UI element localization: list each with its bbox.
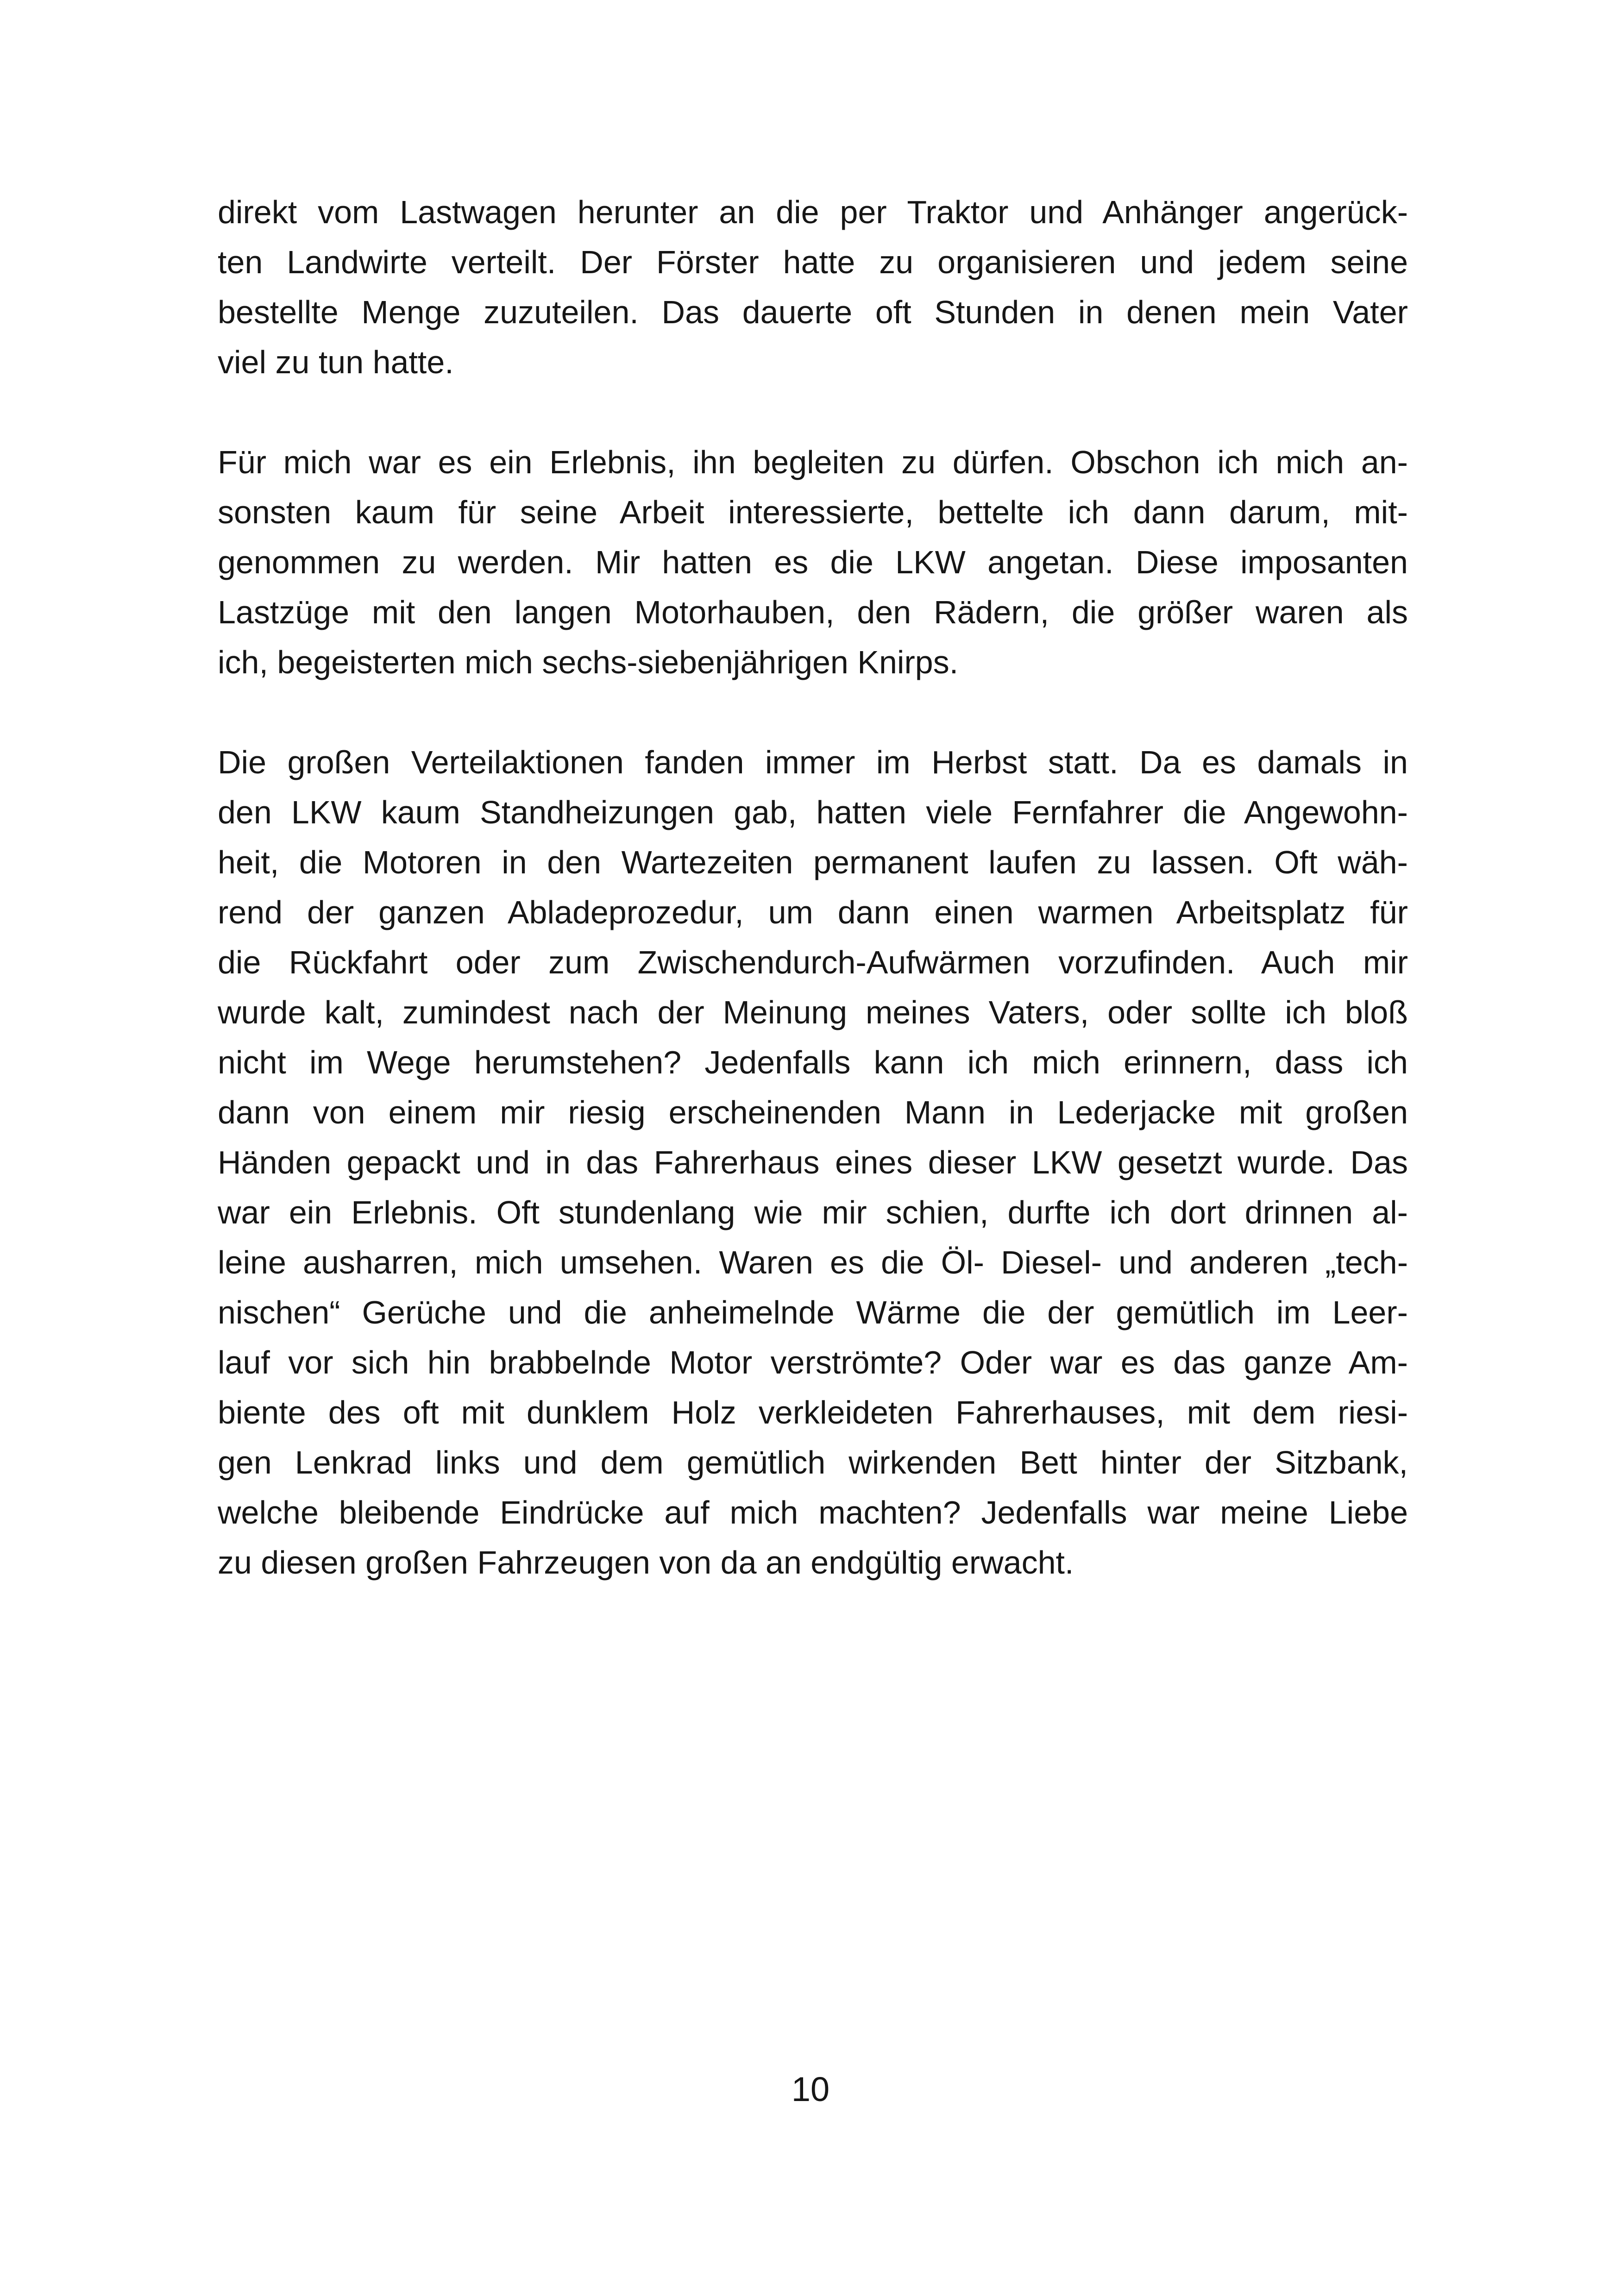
text-line: Für mich war es ein Erlebnis, ihn begleiten zu dürfen. Obschon ich mich an- (218, 444, 1408, 480)
text-line: rend der ganzen Abladeprozedur, um dann einen warmen Arbeitsplatz für (218, 894, 1408, 930)
text-line: zu diesen großen Fahrzeugen von da an endgültig erwacht. (218, 1544, 1074, 1581)
text-line: viel zu tun hatte. (218, 344, 454, 380)
body-text (218, 187, 1408, 1587)
text-line: welche bleibende Eindrücke auf mich machten? Jedenfalls war meine Liebe (218, 1494, 1408, 1531)
text-line: die Rückfahrt oder zum Zwischendurch-Aufwärmen vorzufinden. Auch mir (218, 944, 1408, 980)
paragraph-1 (218, 187, 1408, 387)
page-number: 10 (791, 2070, 830, 2108)
text-line: sonsten kaum für seine Arbeit interessierte, bettelte ich dann darum, mit- (218, 494, 1408, 530)
text-line: lauf vor sich hin brabbelnde Motor verströmte? Oder war es das ganze Am- (218, 1344, 1408, 1380)
text-line: Die großen Verteilaktionen fanden immer im Herbst statt. Da es damals in (218, 744, 1408, 780)
paragraph-2 (218, 437, 1408, 687)
text-line: Händen gepackt und in das Fahrerhaus eines dieser LKW gesetzt wurde. Das (218, 1144, 1408, 1180)
text-line: Lastzüge mit den langen Motorhauben, den Rädern, die größer waren als (218, 594, 1408, 630)
text-line: den LKW kaum Standheizungen gab, hatten viele Fernfahrer die Angewohn- (218, 794, 1408, 830)
text-line: ich, begeisterten mich sechs-siebenjährigen Knirps. (218, 644, 959, 680)
text-line: direkt vom Lastwagen herunter an die per Traktor und Anhänger angerück- (218, 194, 1408, 230)
text-line: biente des oft mit dunklem Holz verkleideten Fahrerhauses, mit dem riesi- (218, 1394, 1408, 1430)
paragraph-3 (218, 737, 1408, 1587)
text-line: nicht im Wege herumstehen? Jedenfalls kann ich mich erinnern, dass ich (218, 1044, 1408, 1080)
text-line: dann von einem mir riesig erscheinenden Mann in Lederjacke mit großen (218, 1094, 1408, 1130)
text-line: ten Landwirte verteilt. Der Förster hatte zu organisieren und jedem seine (218, 244, 1408, 280)
text-line: genommen zu werden. Mir hatten es die LKW angetan. Diese imposanten (218, 544, 1408, 580)
text-line: nischen“ Gerüche und die anheimelnde Wärme die der gemütlich im Leer- (218, 1294, 1408, 1330)
text-line: gen Lenkrad links und dem gemütlich wirkenden Bett hinter der Sitzbank, (218, 1444, 1408, 1480)
text-line: war ein Erlebnis. Oft stundenlang wie mir schien, durfte ich dort drinnen al- (218, 1194, 1408, 1230)
text-line: leine ausharren, mich umsehen. Waren es die Öl- Diesel- und anderen „tech- (218, 1244, 1408, 1280)
text-line: bestellte Menge zuzuteilen. Das dauerte oft Stunden in denen mein Vater (218, 294, 1408, 330)
text-line: heit, die Motoren in den Wartezeiten permanent laufen zu lassen. Oft wäh- (218, 844, 1408, 880)
text-line: wurde kalt, zumindest nach der Meinung meines Vaters, oder sollte ich bloß (218, 994, 1408, 1030)
